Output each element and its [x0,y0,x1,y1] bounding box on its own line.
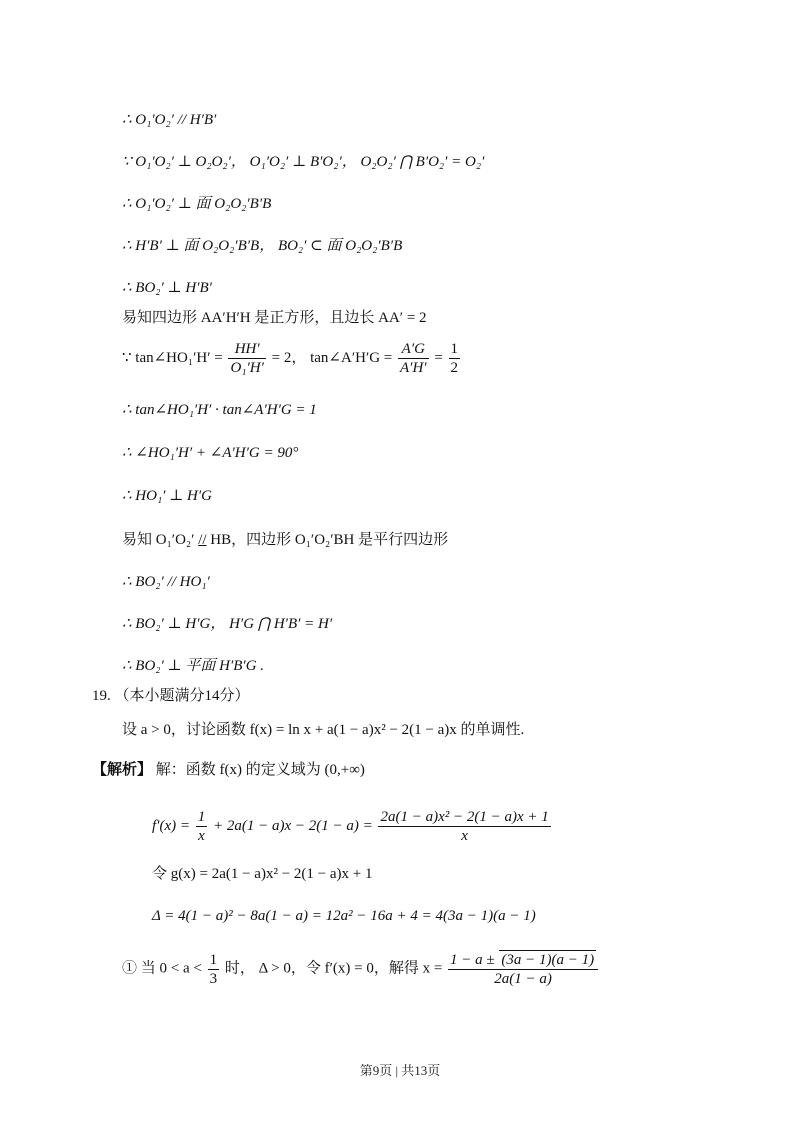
derivative-equation: f′(x) = $\frac{1}{x}$ + 2a(1 − a)x − 2(1 − a) = $\frac{\text{2a(1 − a)x² − 2(1 − a)x + 1}}{x}$ [152,809,549,844]
case-one-line: ① 当 0 < a < $\frac{1}{3}$ 时， Δ > 0，令 f′(x) = 0，解得 x = $\frac{1 - a \pm (3a - 1)(a - 1)}{2a(1 - a)}$ [122,950,600,988]
proof-line-11: ∴ BO₂′ ⊥ H′G， H′G ⋂ H′B′ = H′ [122,616,333,632]
fraction-one-over-x: $\frac{1}{x}$ [197,809,206,844]
fraction-roots: $\frac{1 - a \pm (3a - 1)(a - 1)}{2a(1 - a)}$ [448,950,598,988]
proof-line-4: ∴ H′B′ ⊥ 面 O₂O₂′B′B， BO₂′ ⊂ 面 O₂O₂′B′B [122,238,403,254]
parallelogram-line: 易知 O₁′O₂′ // HB，四边形 O₁′O₂′BH 是平行四边形 [122,532,449,548]
problem-score: （本小题满分14分） [114,688,250,704]
fraction-one-third: $\frac{1}{3}$ [209,951,218,987]
square-root: (3a − 1)(a − 1) [501,952,595,968]
tan-mid: = 2， tan∠A′H′G = [271,349,393,366]
proof-line-1: ∴ O₁′O₂′ // H′B′ [122,112,217,128]
parallel-equal-symbol: // [198,532,207,548]
proof-line-8: ∴ ∠HO₁′H′ + ∠A′H′G = 90° [122,445,299,461]
proof-line-10: ∴ BO₂′ // HO₁′ [122,574,210,590]
proof-line-3: ∴ O₁′O₂′ ⊥ 面 O₂O₂′B′B [122,196,272,212]
problem-statement: 设 a > 0，讨论函数 f(x) = ln x + a(1 − a)x² − 2(1 − a)x 的单调性. [122,722,525,738]
proof-line-6: 易知四边形 AA′H′H 是正方形，且边长 AA′ = 2 [122,310,427,326]
discriminant: Δ = 4(1 − a)² − 8a(1 − a) = 12a² − 16a + 4 = 4(3a − 1)(a − 1) [152,908,536,924]
fraction-ag-over-ah: $\frac{A'G}{A'H'}$ [400,341,427,376]
analysis-tag: 【解析】 [92,762,153,778]
problem-number: 19. [92,688,111,704]
fraction-one-half: $\frac{1}{2}$ [450,341,459,376]
proof-line-12: ∴ BO₂′ ⊥ 平面 H′B′G . [122,658,265,674]
tan-eq: = [434,349,443,366]
g-definition: 令 g(x) = 2a(1 − a)x² − 2(1 − a)x + 1 [152,866,373,882]
problem-header [92,686,250,706]
fraction-derivative: $\frac{\text{2a(1 − a)x² − 2(1 − a)x + 1}}{x}$ [380,809,549,844]
proof-line-9: ∴ HO₁′ ⊥ H′G [122,488,213,504]
proof-line-2: ∵ O₁′O₂′ ⊥ O₂O₂′， O₁′O₂′ ⊥ B′O₂′， O₂O₂′ ⋂ B′O₂′ = O₂′ [122,154,485,170]
proof-line-7: ∴ tan∠HO₁′H′ · tan∠A′H′G = 1 [122,402,317,418]
tan-prefix: ∵ tan∠HO₁′H′ = [122,349,223,366]
analysis-intro-line [92,760,365,780]
proof-line-5: ∴ BO₂′ ⊥ H′B′ [122,280,212,296]
fraction-hh-over-oh: $\frac{HH'}{\text{O₁′H′}}$ [230,341,264,376]
page-footer: 第9页 | 共13页 [359,1063,441,1078]
analysis-intro: 解：函数 f(x) 的定义域为 (0,+∞) [155,762,365,778]
tan-equation-line [122,340,462,377]
